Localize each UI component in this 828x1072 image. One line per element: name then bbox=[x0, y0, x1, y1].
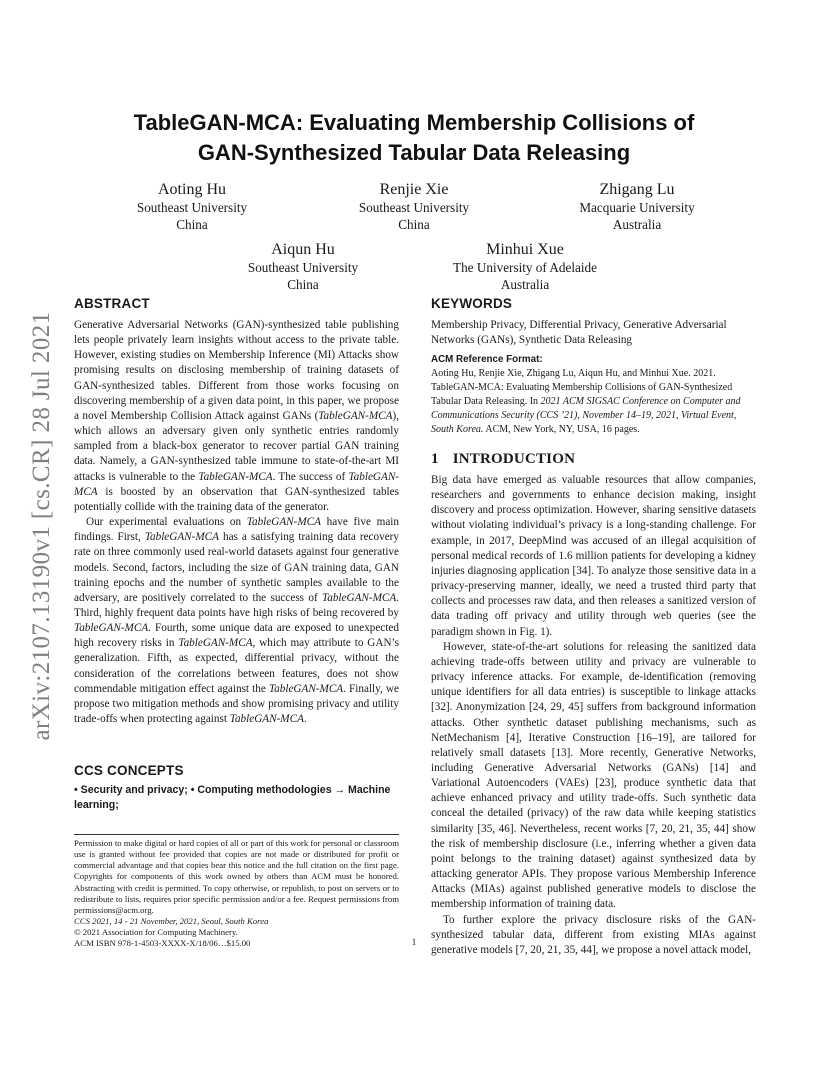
text-run: ACM, New York, NY, USA, 16 pages. bbox=[483, 424, 640, 436]
ccs-heading: CCS CONCEPTS bbox=[74, 763, 184, 778]
introduction-body bbox=[431, 473, 756, 958]
emph-run: TableGAN-MCA bbox=[229, 713, 304, 726]
emph-run: TableGAN-MCA bbox=[198, 470, 273, 483]
author-affiliation: Macquarie University bbox=[579, 200, 695, 215]
abstract-paragraph-1 bbox=[74, 318, 399, 515]
text-run: Aoting Hu, Renjie Xie, Zhigang Lu, Aiqun Hu, and Minhui Xue. 2021. TableGAN-MCA: Evaluating Membership Collisions of GAN-Synthesized Tabular Data Releasing. In bbox=[431, 368, 733, 408]
author-2 bbox=[304, 180, 524, 233]
footnote-divider bbox=[74, 834, 399, 835]
author-name: Aiqun Hu bbox=[271, 241, 335, 258]
author-4 bbox=[193, 240, 413, 293]
intro-paragraph-1: Big data have emerged as valuable resources that allow companies, researchers and governments to enhance decision making, insight discovery and process optimization. However, sharing sensitive datasets without violating individual’s privacy is a long-standing challenge. For example, in 2017, DeepMind was accused of an illegal acquisition of personal medical records of 1.6 million patients for developing a kidney injuries diagnosing application [34]. To analyze those sensitive data in a privacy-preserving manner, ideally, we need a trusted third party that collects and processes raw data, and then releases a sanitized version of data trading off privacy and utility through web queries (see the paradigm shown in Fig. 1). bbox=[431, 474, 756, 638]
emph-run: TableGAN-MCA bbox=[246, 516, 321, 529]
text-run: have five main findings. First, bbox=[74, 516, 399, 544]
author-country: Australia bbox=[612, 216, 662, 232]
text-run: , which may attribute to GAN’s generalization. Fifth, as expected, differential privacy, without the consideration of the correlations between features, does not show commendable mitigation effect against the bbox=[74, 637, 400, 695]
conference-line: CCS 2021, 14 - 21 November, 2021, Seoul, South Korea bbox=[74, 916, 269, 927]
author-country: China bbox=[287, 276, 319, 292]
emph-run: TableGAN-MCA bbox=[74, 470, 400, 498]
author-name: Zhigang Lu bbox=[599, 181, 675, 198]
author-5 bbox=[415, 240, 635, 293]
text-run: . The success of bbox=[272, 470, 349, 483]
text-run: . Finally, we propose two mitigation methods and show promising privacy and utility trade-offs when protecting against bbox=[74, 682, 399, 726]
emph-run: TableGAN-MCA bbox=[178, 637, 253, 650]
author-affiliation: Southeast University bbox=[247, 260, 359, 275]
abstract-heading: ABSTRACT bbox=[74, 296, 150, 311]
author-affiliation: The University of Adelaide bbox=[453, 260, 597, 275]
keywords-text: Membership Privacy, Differential Privacy, Generative Adversarial Networks (GANs), Synthetic Data Releasing bbox=[431, 319, 727, 347]
text-run: Generative Adversarial Networks (GAN)-synthesized table publishing lets people privately learn insights without access to the private table. However, existing studies on Membership Inference (MI) Attacks show promising results on disclosing membership of training datasets of GAN-synthesized tables. Different from those works focusing on discovering membership of a given data point, in this paper, we propose a novel Membership Collision Attack against GANs ( bbox=[74, 319, 399, 422]
emph-run: TableGAN-MCA bbox=[144, 531, 219, 544]
arxiv-stamp bbox=[22, 295, 62, 757]
abstract-body bbox=[74, 318, 399, 727]
paper-title bbox=[90, 108, 738, 168]
emph-run: TableGAN-MCA bbox=[322, 591, 397, 604]
author-name: Aoting Hu bbox=[158, 181, 226, 198]
acm-reference-heading: ACM Reference Format: bbox=[431, 354, 543, 365]
acm-reference-body bbox=[431, 367, 756, 437]
title-line-1: TableGAN-MCA: Evaluating Membership Collisions of bbox=[133, 110, 695, 135]
intro-paragraph-2: However, state-of-the-art solutions for releasing the sanitized data achieving trade-offs between utility and privacy are vulnerable to privacy inference attacks. For example, de-identification (removing unique identifiers for all data entries) is susceptible to linkage attacks [32]. Anonymization [24, 29, 45] suffers from background information attacks. Other synthetic dataset publishing mechanisms, such as NetMechanism [4], Iterative Construction [16–19], are tailored for relatively small datasets [13]. More recently, Generative Networks, including Generative Adversarial Networks (GANs) [14] and Variational Autoencoders (VAEs) [23], produce synthetic data that achieve enhanced privacy and utility trade-offs. Such synthetic data conceal the detailed (privacy) of the raw data while keeping statistics similarity [35, 46]. Nevertheless, recent works [7, 20, 21, 35, 44] show the risk of membership disclosure (i.e., inferring whether a given data point belongs to the training dataset) against synthesized data by attacking generator APIs. They propose various Membership Inference Attacks (MIAs) against published generative models to disclose the membership information of training data. bbox=[431, 640, 756, 911]
text-run: has a satisfying training data recovery rate on three commonly used real-world datasets against four generative models. Second, factors, including the size of GAN training data, GAN training epochs and the number of synthetic samples available to the adversary, are positively correlated to the success of bbox=[74, 531, 399, 604]
text-run: is boosted by an observation that GAN-synthesized tables potentially collide with the training data of the generator. bbox=[74, 485, 399, 513]
keywords-heading: KEYWORDS bbox=[431, 296, 513, 311]
emph-run: TableGAN-MCA bbox=[318, 409, 393, 422]
author-country: China bbox=[398, 216, 430, 232]
emph-run: TableGAN-MCA bbox=[268, 682, 344, 695]
text-run: ), which allows an adversary given only synthetic entries randomly sampled from a black-box generator to recover partial GAN training data. Namely, a GAN-synthesized table immune to state-of-the-art MI attacks is vulnerable to the bbox=[74, 409, 399, 483]
text-run: . Fourth, some unique data are exposed to unexpected high recovery risks in bbox=[74, 622, 399, 650]
author-1 bbox=[82, 180, 302, 233]
author-country: China bbox=[176, 216, 208, 232]
abstract-paragraph-2 bbox=[74, 515, 399, 727]
text-run: . Third, highly frequent data points have high risks of being recovered by bbox=[74, 591, 399, 619]
permission-text: Permission to make digital or hard copies of all or part of this work for personal or classroom use is granted without fee provided that copies are not made or distributed for profit or commercial advantage and that copies bear this notice and the full citation on the first page. Copyrights for components of this work owned by others than ACM must be honored. Abstracting with credit is permitted. To copy otherwise, or republish, to post on servers or to redistribute to lists, requires prior specific permission and/or a fee. Request permissions from permissions@acm.org. bbox=[74, 838, 399, 915]
arxiv-stamp-text: arXiv:2107.13190v1 [cs.CR] 28 Jul 2021 bbox=[28, 311, 55, 741]
copyright-line: © 2021 Association for Computing Machinery. bbox=[74, 927, 238, 938]
section-number: 1 bbox=[431, 451, 439, 467]
title-line-2: GAN-Synthesized Tabular Data Releasing bbox=[197, 140, 631, 165]
emph-run: TableGAN-MCA bbox=[74, 622, 149, 635]
emph-run: 2021 ACM SIGSAC Conference on Computer and Communications Security (CCS ’21), November 14–19, 2021, Virtual Event, South Korea. bbox=[431, 396, 741, 436]
introduction-heading bbox=[431, 451, 575, 468]
text-run: . bbox=[303, 713, 307, 726]
intro-paragraph-3: To further explore the privacy disclosure risks of the GAN-synthesized tabular data, different from existing MIAs against generative models [7, 20, 21, 35, 44], we propose a novel attack model, bbox=[431, 913, 756, 956]
page-number: 1 bbox=[411, 937, 417, 947]
author-country: Australia bbox=[500, 276, 550, 292]
author-affiliation: Southeast University bbox=[136, 200, 248, 215]
acm-reference bbox=[431, 352, 756, 437]
author-affiliation: Southeast University bbox=[358, 200, 470, 215]
author-name: Minhui Xue bbox=[486, 241, 564, 258]
copyright-footnote bbox=[74, 838, 399, 950]
author-name: Renjie Xie bbox=[379, 181, 449, 198]
section-title: INTRODUCTION bbox=[452, 451, 576, 467]
author-3 bbox=[527, 180, 747, 233]
ccs-concepts: • Security and privacy; • Computing methodologies → Machine learning; bbox=[74, 784, 391, 811]
isbn-line: ACM ISBN 978-1-4503-XXXX-X/18/06…$15.00 bbox=[74, 938, 251, 949]
text-run: Our experimental evaluations on bbox=[86, 516, 247, 529]
